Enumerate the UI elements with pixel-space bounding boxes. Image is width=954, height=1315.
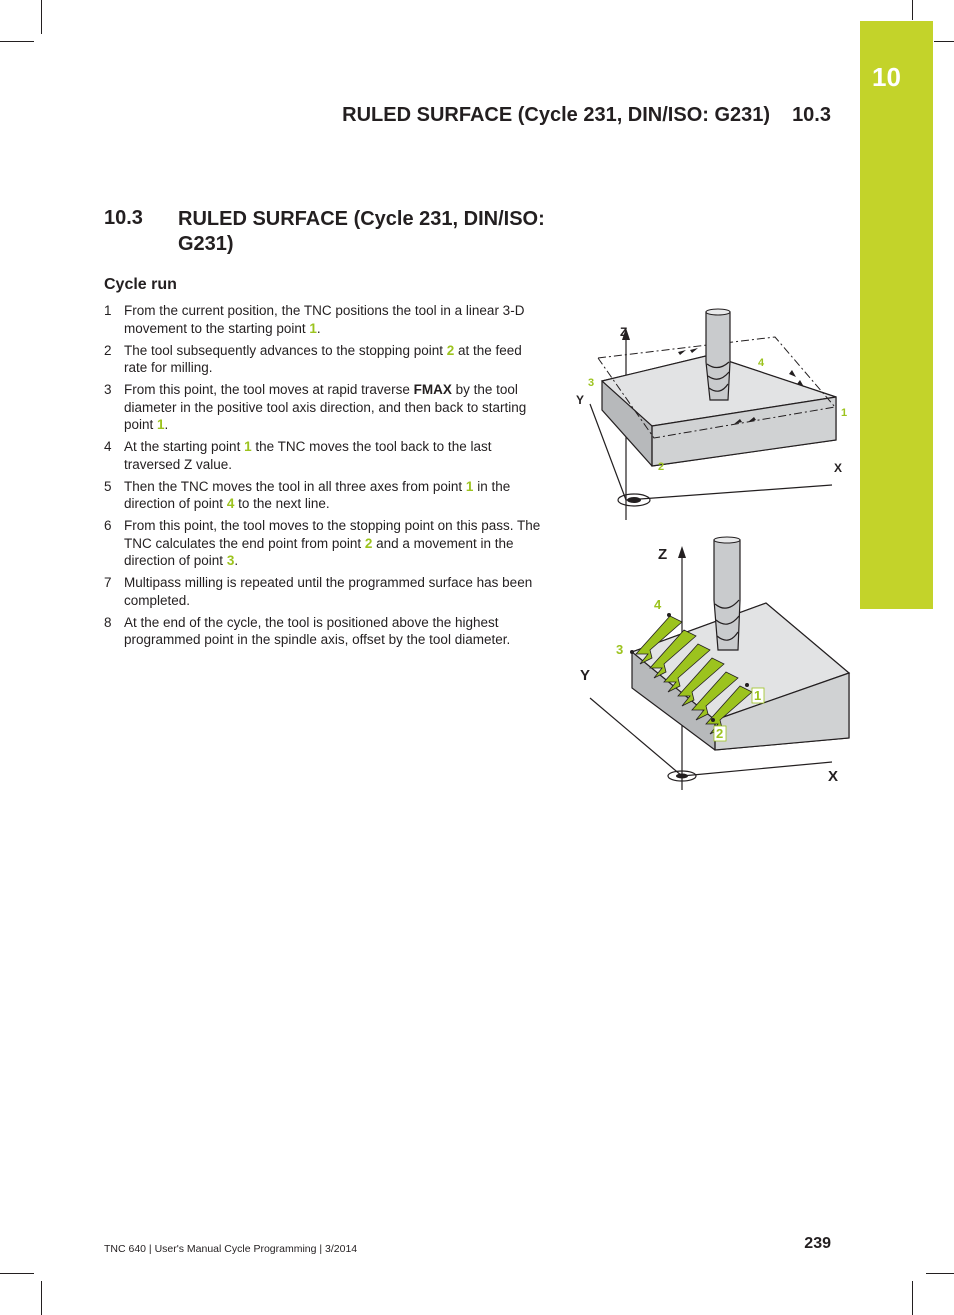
- crop-mark: [0, 1273, 34, 1274]
- running-head-section: 10.3: [792, 104, 831, 126]
- step-text: by the tool diameter in the positive tool axis direction, and then back to starting point: [124, 382, 527, 432]
- step-number: 8: [104, 614, 112, 630]
- fig2-point-3: 3: [616, 642, 624, 657]
- step-text: and a movement in the direction of point: [124, 535, 514, 568]
- step-number: 5: [104, 478, 112, 494]
- step-text: Multipass milling is repeated until the programmed surface has been completed.: [124, 575, 533, 608]
- fig1-point-4: 4: [758, 357, 765, 369]
- step-text: in the direction of point: [124, 478, 511, 511]
- point-ref: 3: [226, 553, 235, 568]
- step-item: [104, 517, 544, 570]
- crop-mark: [934, 41, 954, 42]
- step-text: At the starting point: [124, 439, 245, 454]
- crop-mark: [0, 41, 34, 42]
- section-title: RULED SURFACE (Cycle 231, DIN/ISO: G231): [178, 208, 545, 255]
- fig2-y-label: Y: [580, 667, 591, 684]
- point-ref: 2: [364, 535, 373, 551]
- chapter-tab-number: 10: [872, 62, 901, 92]
- step-text: From the current position, the TNC positions the tool in a linear 3-D movement to the starting point: [124, 303, 525, 336]
- step-text: the TNC moves the tool back to the last traversed Z value.: [124, 439, 492, 472]
- page-number: 239: [804, 1235, 831, 1252]
- fig2-point-2: 2: [716, 726, 724, 741]
- fig1-z-label: Z: [620, 325, 628, 339]
- running-head-title: RULED SURFACE (Cycle 231, DIN/ISO: G231): [342, 104, 771, 126]
- crop-mark: [912, 0, 913, 20]
- step-number: 2: [104, 342, 112, 358]
- crop-mark: [41, 1281, 42, 1315]
- crop-mark: [41, 0, 42, 34]
- step-number: 1: [104, 303, 112, 318]
- fig2-x-label: X: [828, 768, 839, 785]
- step-text: From this point, the tool moves at rapid traverse: [124, 382, 414, 397]
- point-ref: 1: [244, 439, 252, 454]
- figure-cycle-path: [570, 300, 860, 530]
- running-head: [342, 104, 831, 127]
- step-text: to the next line.: [234, 496, 330, 511]
- step-text: .: [164, 417, 169, 432]
- crop-mark: [912, 1281, 913, 1315]
- step-item: [104, 478, 544, 513]
- fig1-point-1: 1: [841, 407, 848, 419]
- step-number: 3: [104, 382, 112, 397]
- step-text: The tool subsequently advances to the stopping point: [124, 342, 447, 358]
- figure-multipass: [570, 530, 860, 800]
- chapter-tab: [860, 21, 933, 609]
- steps-list: [104, 302, 544, 653]
- fig2-point-4: 4: [654, 597, 662, 612]
- code-term: FMAX: [413, 382, 452, 397]
- fig1-x-label: X: [834, 461, 843, 475]
- fig1-point-2: 2: [658, 461, 665, 473]
- step-text: From this point, the tool moves to the stopping point on this pass. The TNC calculates the end point from point: [124, 518, 541, 551]
- point-ref: 4: [226, 496, 235, 511]
- step-item: [104, 438, 544, 473]
- footer-text: TNC 640 | User's Manual Cycle Programming | 3/2014: [104, 1243, 358, 1255]
- point-ref: 2: [446, 342, 455, 358]
- section-number: 10.3: [104, 207, 143, 229]
- step-text: at the feed rate for milling.: [124, 342, 522, 375]
- point-ref: 1: [157, 417, 165, 432]
- step-item: [104, 381, 544, 434]
- step-text: .: [234, 553, 239, 568]
- fig1-point-3: 3: [588, 377, 595, 389]
- point-ref: 1: [465, 478, 474, 494]
- step-number: 7: [104, 575, 112, 590]
- crop-mark: [926, 1273, 954, 1274]
- fig1-y-label: Y: [576, 393, 585, 407]
- step-text: Then the TNC moves the tool in all three axes from point: [124, 478, 466, 494]
- step-item: [104, 614, 544, 649]
- step-item: [104, 574, 544, 609]
- step-text: .: [316, 320, 321, 336]
- step-number: 4: [104, 439, 112, 454]
- subheading: Cycle run: [104, 276, 177, 293]
- point-ref: 1: [309, 320, 317, 336]
- fig2-point-1: 1: [754, 688, 762, 703]
- step-item: [104, 342, 544, 377]
- fig2-z-label: Z: [658, 546, 668, 563]
- step-item: [104, 302, 544, 337]
- step-text: At the end of the cycle, the tool is positioned above the highest programmed point in the spindle axis, offset by the tool diameter.: [124, 614, 511, 647]
- step-number: 6: [104, 518, 112, 533]
